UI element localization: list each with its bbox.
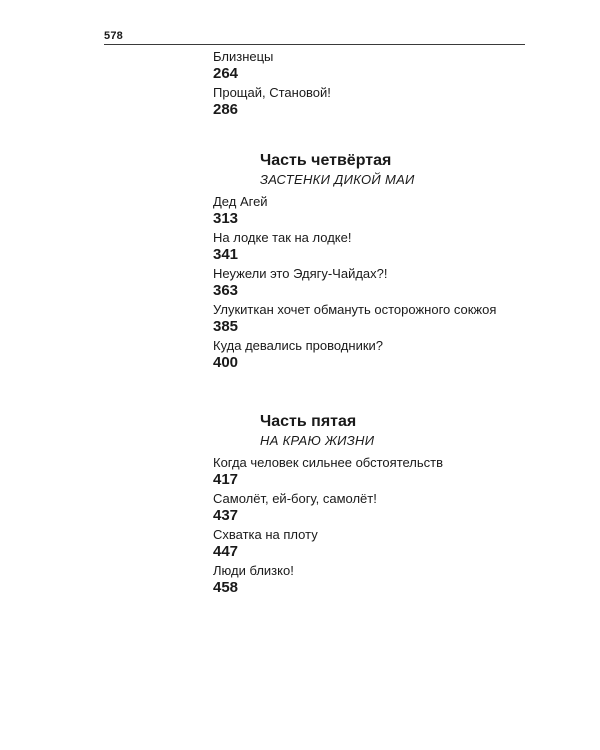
toc-entry-title: Когда человек сильнее обстоятельств [213,455,444,470]
toc-entry [213,338,533,372]
toc-entry-page: 458 [213,579,239,596]
toc-entry-page: 400 [213,354,239,371]
toc-entry-title: На лодке так на лодке! [213,230,352,245]
toc-entry-page: 437 [213,507,239,524]
part-heading [213,151,533,188]
toc-entry [213,85,533,119]
part-title: Часть четвёртая [260,152,392,169]
table-of-contents [213,49,533,599]
toc-entry-title: Дед Агей [213,194,268,209]
toc-entry [213,230,533,264]
toc-entry-title: Куда девались проводники? [213,338,384,353]
toc-entry [213,49,533,83]
toc-entry [213,527,533,561]
page-number: 578 [104,30,123,42]
part-heading [213,412,533,449]
toc-entry-page: 341 [213,246,239,263]
toc-entry [213,266,533,300]
toc-entry [213,563,533,597]
toc-entry [213,194,533,228]
part-subtitle: ЗАСТЕНКИ ДИКОЙ МАИ [260,172,415,187]
toc-entry-page: 286 [213,101,239,118]
toc-entry-page: 417 [213,471,239,488]
toc-entry-page: 264 [213,65,239,82]
toc-entry-title: Близнецы [213,49,274,64]
part-title: Часть пятая [260,413,357,430]
toc-entry-title: Схватка на плоту [213,527,318,542]
toc-entry-title: Прощай, Становой! [213,85,331,100]
toc-entry-page: 313 [213,210,239,227]
toc-entry [213,491,533,525]
toc-entry-page: 363 [213,282,239,299]
part-subtitle: НА КРАЮ ЖИЗНИ [260,433,375,448]
toc-entry-title: Улукиткан хочет обмануть осторожного сокжоя [213,302,497,317]
header-rule [104,44,525,45]
toc-entry [213,302,533,336]
toc-entry [213,455,533,489]
toc-entry-title: Люди близко! [213,563,294,578]
toc-entry-title: Самолёт, ей-богу, самолёт! [213,491,377,506]
toc-entry-title: Неужели это Эдягу-Чайдах?! [213,266,388,281]
toc-entry-page: 447 [213,543,239,560]
toc-entry-page: 385 [213,318,239,335]
